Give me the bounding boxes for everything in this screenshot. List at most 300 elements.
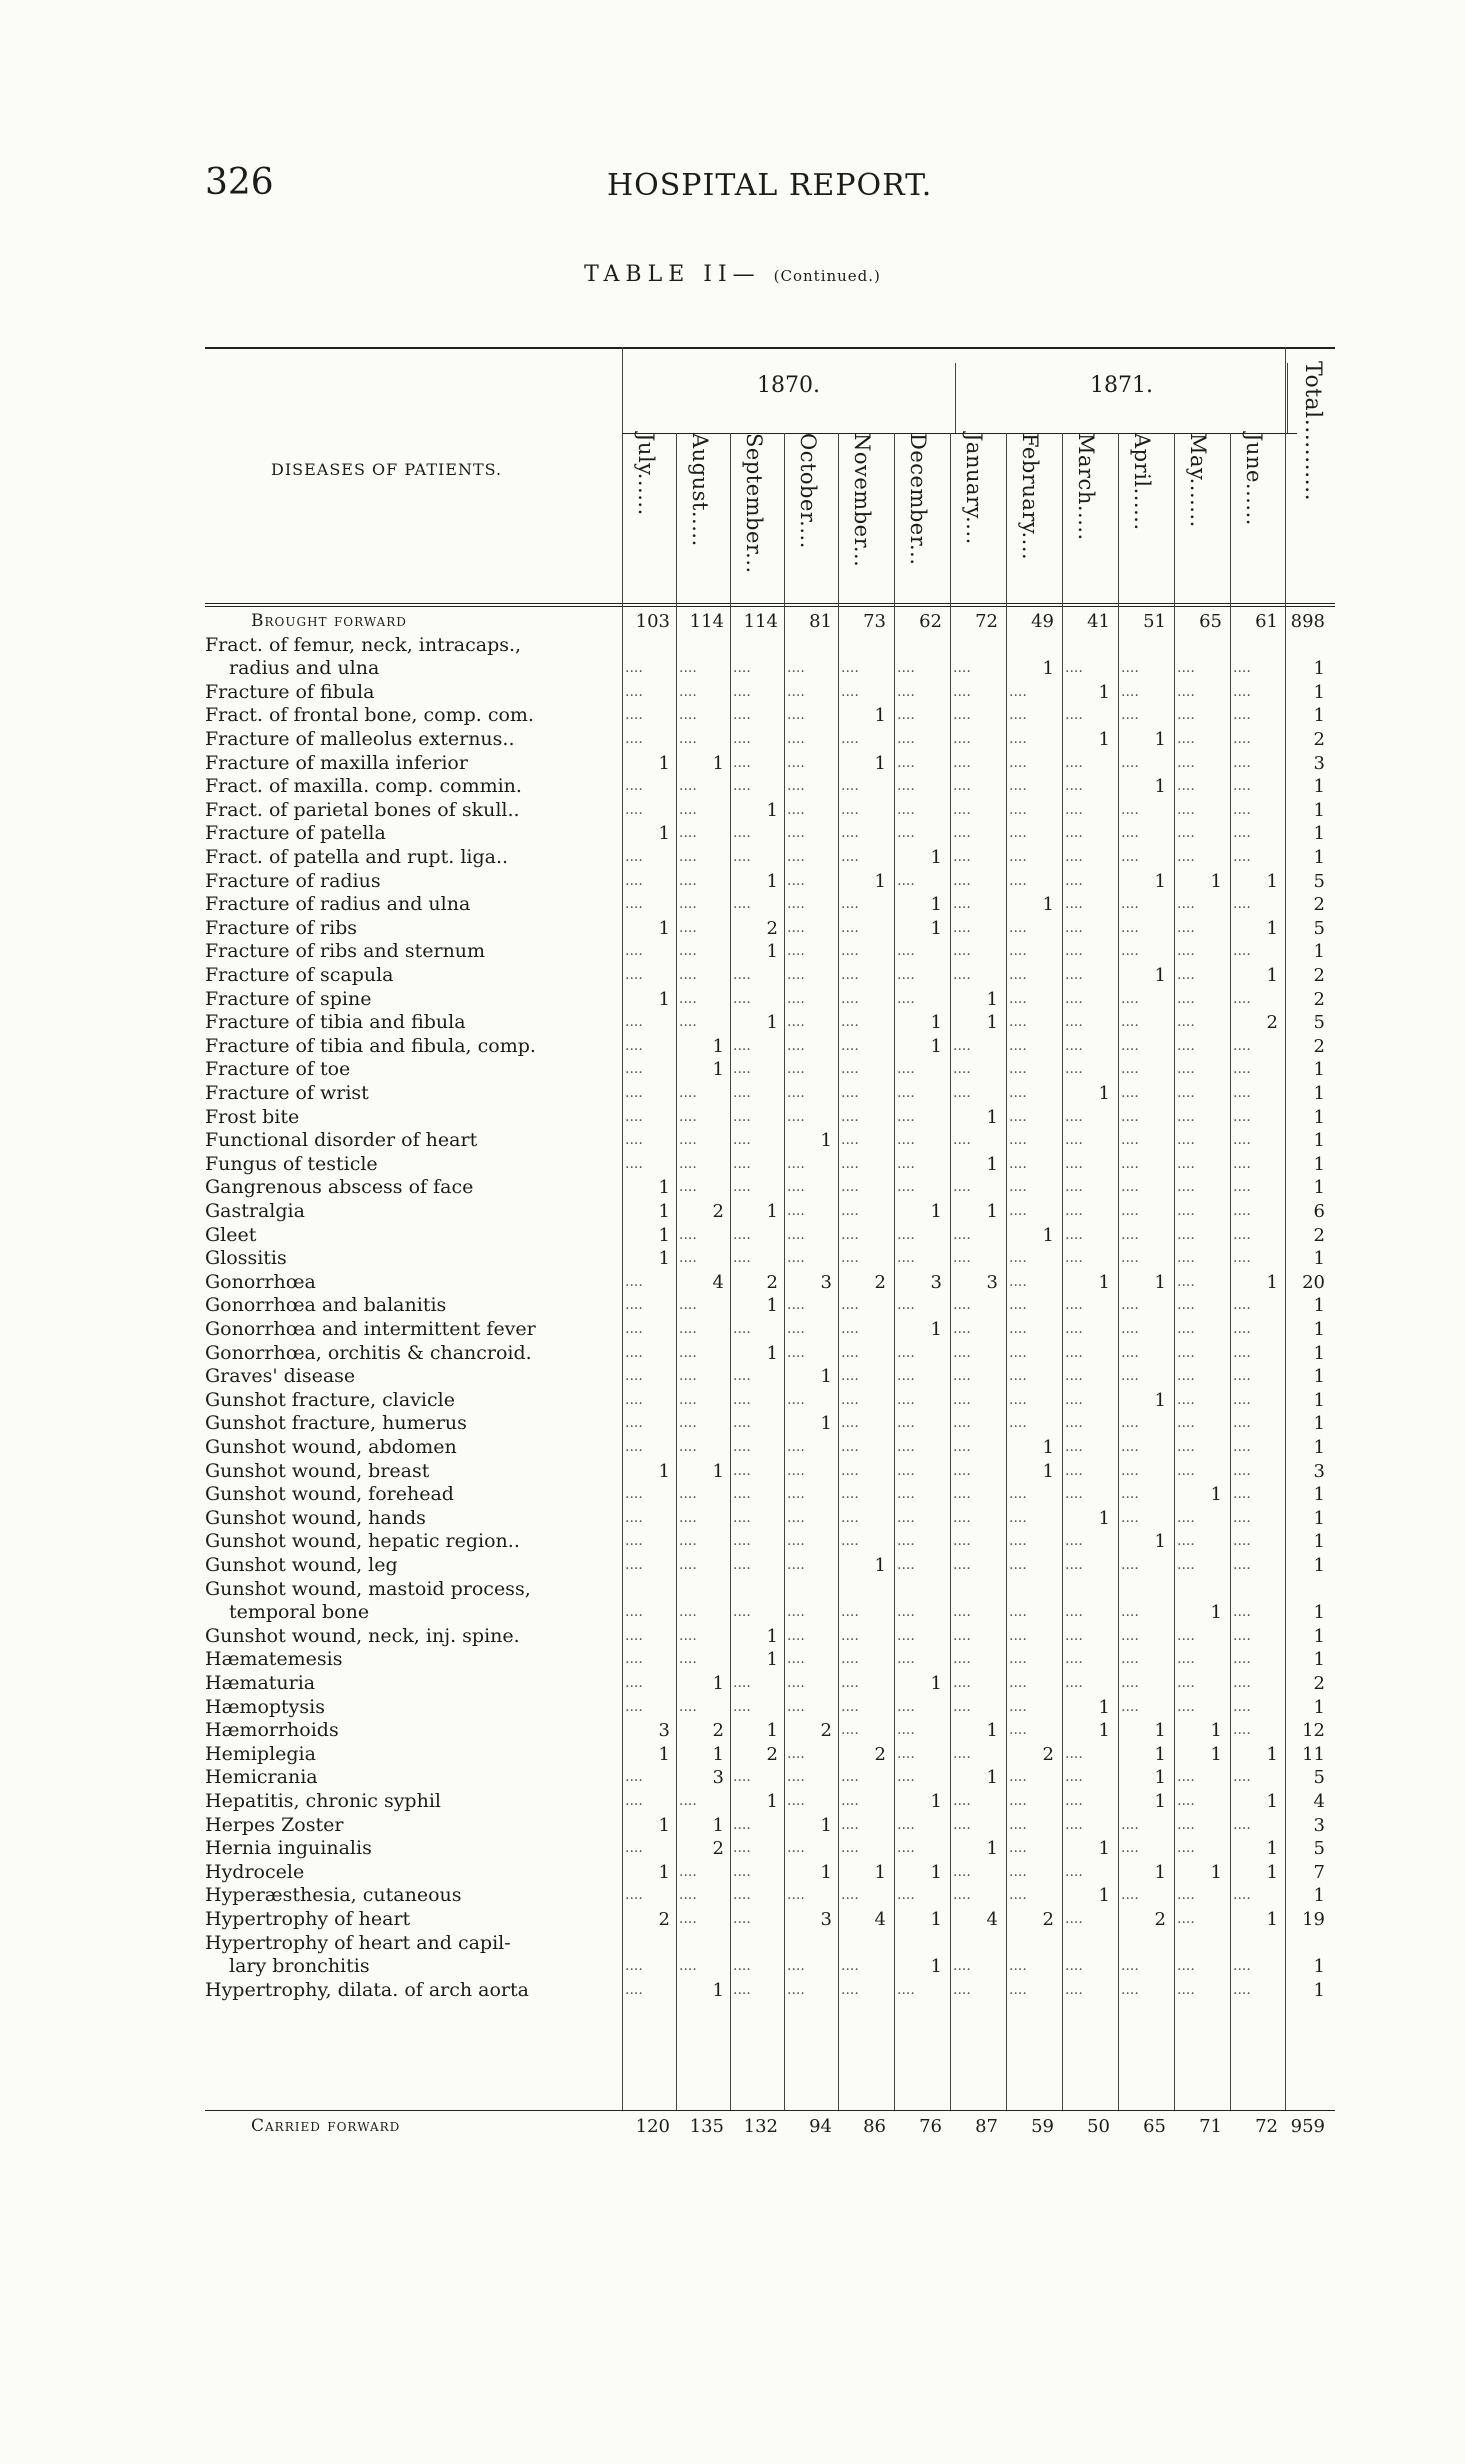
empty-cell-leader: .... [1177, 1675, 1195, 1691]
empty-cell-leader: .... [1177, 896, 1195, 913]
empty-cell-leader: .... [953, 1533, 971, 1550]
table-row [205, 1130, 1335, 1151]
row-total: 19 [1302, 1909, 1325, 1930]
empty-cell-leader: .... [787, 778, 805, 795]
empty-cell-leader: .... [1121, 1321, 1139, 1337]
table-row [205, 635, 1335, 656]
month-count: 2 [874, 1743, 886, 1765]
empty-cell-leader: .... [1177, 943, 1195, 960]
empty-cell-leader: .... [1009, 754, 1027, 771]
column-line [622, 347, 623, 2110]
month-count: 50 [1087, 2116, 1110, 2137]
empty-cell-leader: .... [897, 1391, 915, 1408]
empty-cell-leader: .... [1177, 1769, 1195, 1786]
empty-cell-leader: .... [1177, 1462, 1195, 1479]
empty-cell-leader: .... [787, 1250, 805, 1267]
empty-cell-leader: .... [897, 1226, 915, 1243]
empty-cell-leader: .... [1121, 1651, 1139, 1668]
empty-cell-leader: .... [1009, 1132, 1027, 1149]
empty-cell-leader: .... [953, 1085, 971, 1101]
empty-cell-leader: .... [1065, 1250, 1083, 1267]
empty-cell-leader: .... [1009, 707, 1027, 724]
empty-cell-leader: .... [787, 1391, 805, 1408]
empty-cell-leader: .... [1009, 1604, 1027, 1621]
empty-cell-leader: .... [625, 1368, 643, 1385]
empty-cell-leader: .... [841, 1887, 859, 1904]
disease-name: Functional disorder of heart [205, 1130, 478, 1152]
month-count: 51 [1143, 611, 1166, 632]
empty-cell-leader: .... [679, 1911, 697, 1927]
empty-cell-leader: .... [625, 1793, 643, 1809]
empty-cell-leader: .... [787, 1321, 805, 1337]
empty-cell-leader: .... [625, 1675, 643, 1691]
month-count: 132 [743, 2116, 778, 2137]
empty-cell-leader: .... [1065, 1368, 1083, 1385]
table-row [205, 1626, 1335, 1647]
empty-cell-leader: .... [787, 896, 805, 913]
empty-cell-leader: .... [1233, 1061, 1251, 1078]
table-title-main: TABLE II— [584, 262, 761, 287]
empty-cell-leader: .... [787, 1604, 805, 1621]
empty-cell-leader: .... [841, 943, 859, 960]
table-row [205, 894, 1335, 915]
empty-cell-leader: .... [897, 1368, 915, 1385]
empty-cell-leader: .... [1233, 1226, 1251, 1243]
empty-cell-leader: .... [1065, 1179, 1083, 1196]
row-total: 1 [1313, 1956, 1325, 1978]
row-total: 1 [1313, 1248, 1325, 1270]
empty-cell-leader: .... [841, 1391, 859, 1408]
empty-cell-leader: .... [679, 1297, 697, 1314]
month-count: 1 [874, 1555, 886, 1576]
month-count: 2 [712, 1720, 724, 1742]
table-row [205, 1909, 1335, 1930]
empty-cell-leader: .... [733, 849, 751, 865]
empty-cell-leader: .... [841, 1037, 859, 1054]
month-count: 72 [1255, 2116, 1278, 2137]
empty-cell-leader: .... [897, 1840, 915, 1857]
empty-cell-leader: .... [625, 1627, 643, 1644]
column-line [784, 433, 785, 2110]
empty-cell-leader: .... [1177, 1887, 1195, 1904]
empty-cell-leader: .... [953, 1863, 971, 1880]
empty-cell-leader: .... [1121, 1462, 1139, 1479]
month-count: 1 [766, 799, 778, 821]
row-total: 5 [1313, 870, 1325, 892]
empty-cell-leader: .... [733, 1981, 751, 1998]
month-count: 1 [1154, 1720, 1166, 1742]
disease-name: Hypertrophy, dilata. of arch aorta [205, 1979, 529, 2001]
empty-cell-leader: .... [1121, 825, 1139, 842]
empty-cell-leader: .... [679, 1627, 697, 1644]
month-count: 1 [766, 1649, 778, 1671]
empty-cell-leader: .... [1009, 1061, 1027, 1078]
empty-cell-leader: .... [1009, 801, 1027, 818]
empty-cell-leader: .... [1177, 1958, 1195, 1975]
empty-cell-leader: .... [679, 1085, 697, 1101]
empty-cell-leader: .... [1233, 1627, 1251, 1644]
month-count: 1 [658, 823, 670, 845]
empty-cell-leader: .... [897, 1627, 915, 1644]
empty-cell-leader: .... [787, 1486, 805, 1503]
row-total: 1 [1313, 1625, 1325, 1647]
empty-cell-leader: .... [1009, 825, 1027, 842]
empty-cell-leader: .... [897, 1462, 915, 1479]
month-count: 1 [1210, 1743, 1222, 1765]
empty-cell-leader: .... [1177, 1250, 1195, 1267]
column-line [950, 433, 951, 2110]
empty-cell-leader: .... [733, 1085, 751, 1101]
empty-cell-leader: .... [1121, 1557, 1139, 1573]
empty-cell-leader: .... [1177, 1557, 1195, 1573]
month-count: 3 [820, 1271, 832, 1293]
disease-name: Fracture of spine [205, 988, 372, 1010]
empty-cell-leader: .... [1009, 1958, 1027, 1975]
empty-cell-leader: .... [1233, 825, 1251, 842]
empty-cell-leader: .... [1065, 896, 1083, 913]
empty-cell-leader: .... [1121, 1415, 1139, 1432]
disease-name: Frost bite [205, 1106, 300, 1128]
row-total: 1 [1313, 1531, 1325, 1553]
disease-name: Fracture of tibia and fibula, comp. [205, 1035, 536, 1057]
month-count: 114 [689, 611, 724, 632]
empty-cell-leader: .... [953, 778, 971, 795]
empty-cell-leader: .... [1065, 943, 1083, 960]
empty-cell-leader: .... [787, 754, 805, 771]
month-count: 1 [1098, 1507, 1110, 1529]
empty-cell-leader: .... [897, 1061, 915, 1078]
empty-cell-leader: .... [787, 1793, 805, 1809]
table-row [205, 1437, 1335, 1458]
empty-cell-leader: .... [953, 1557, 971, 1573]
empty-cell-leader: .... [953, 1415, 971, 1432]
month-count: 1 [1210, 1861, 1222, 1883]
empty-cell-leader: .... [1065, 1793, 1083, 1809]
empty-cell-leader: .... [787, 1203, 805, 1219]
row-total: 1 [1313, 1389, 1325, 1411]
empty-cell-leader: .... [1009, 1840, 1027, 1857]
empty-cell-leader: .... [679, 1651, 697, 1668]
empty-cell-leader: .... [953, 1439, 971, 1455]
empty-cell-leader: .... [841, 896, 859, 913]
empty-cell-leader: .... [1233, 731, 1251, 747]
row-total: 1 [1313, 681, 1325, 703]
empty-cell-leader: .... [1065, 1061, 1083, 1078]
month-header [838, 433, 886, 633]
disease-table [205, 347, 1335, 2137]
empty-cell-leader: .... [1233, 1981, 1251, 1998]
empty-cell-leader: .... [953, 1368, 971, 1385]
month-count: 1 [658, 1248, 670, 1270]
month-header [784, 433, 832, 633]
row-total: 4 [1313, 1791, 1325, 1812]
month-count: 2 [712, 1201, 724, 1222]
empty-cell-leader: .... [1065, 1675, 1083, 1691]
empty-cell-leader: .... [625, 896, 643, 913]
empty-cell-leader: .... [841, 1368, 859, 1385]
empty-cell-leader: .... [841, 1816, 859, 1833]
table-row [205, 1862, 1335, 1883]
empty-cell-leader: .... [1065, 778, 1083, 795]
month-count: 1 [1154, 1791, 1166, 1812]
month-count: 41 [1087, 611, 1110, 632]
month-label: November... [850, 433, 874, 568]
month-count: 1 [930, 1909, 942, 1930]
empty-cell-leader: .... [897, 1651, 915, 1668]
month-count: 1 [986, 1153, 998, 1175]
empty-cell-leader: .... [733, 896, 751, 913]
month-count: 1 [1154, 1389, 1166, 1411]
empty-cell-leader: .... [1065, 1981, 1083, 1998]
empty-cell-leader: .... [953, 1698, 971, 1715]
disease-name: Gunshot wound, hepatic region.. [205, 1531, 520, 1553]
empty-cell-leader: .... [1121, 919, 1139, 936]
empty-cell-leader: .... [1177, 919, 1195, 936]
empty-cell-leader: .... [1121, 1840, 1139, 1857]
table-row [205, 1579, 1335, 1600]
empty-cell-leader: .... [897, 1698, 915, 1715]
empty-cell-leader: .... [897, 1745, 915, 1762]
empty-cell-leader: .... [679, 1014, 697, 1031]
month-count: 1 [930, 1201, 942, 1222]
disease-name: Carried forward [251, 2116, 401, 2136]
empty-cell-leader: .... [897, 1486, 915, 1503]
empty-cell-leader: .... [625, 801, 643, 818]
empty-cell-leader: .... [679, 1415, 697, 1432]
empty-cell-leader: .... [1233, 1344, 1251, 1361]
empty-cell-leader: .... [1121, 990, 1139, 1007]
empty-cell-leader: .... [625, 1391, 643, 1408]
empty-cell-leader: .... [733, 1816, 751, 1833]
month-count: 2 [1154, 1909, 1166, 1930]
month-count: 1 [930, 1956, 942, 1978]
empty-cell-leader: .... [1233, 1439, 1251, 1455]
empty-cell-leader: .... [1177, 1344, 1195, 1361]
empty-cell-leader: .... [953, 754, 971, 771]
empty-cell-leader: .... [679, 731, 697, 747]
empty-cell-leader: .... [953, 1793, 971, 1809]
table-row [205, 1461, 1335, 1482]
month-header [1006, 433, 1054, 633]
disease-name: Gunshot fracture, humerus [205, 1413, 467, 1435]
month-count: 1 [1266, 965, 1278, 986]
month-count: 72 [975, 611, 998, 632]
month-count: 3 [712, 1767, 724, 1789]
row-total: 3 [1313, 1460, 1325, 1482]
empty-cell-leader: .... [679, 896, 697, 913]
empty-cell-leader: .... [679, 1321, 697, 1337]
row-total: 1 [1313, 705, 1325, 727]
disease-name: Fract. of patella and rupt. liga.. [205, 847, 509, 868]
month-header [1174, 433, 1222, 633]
row-total: 3 [1313, 1814, 1325, 1836]
month-count: 65 [1199, 611, 1222, 632]
empty-cell-leader: .... [679, 1604, 697, 1621]
empty-cell-leader: .... [1177, 1391, 1195, 1408]
empty-cell-leader: .... [1121, 801, 1139, 818]
empty-cell-leader: .... [787, 683, 805, 700]
empty-cell-leader: .... [1233, 778, 1251, 795]
empty-cell-leader: .... [897, 778, 915, 795]
empty-cell-leader: .... [1121, 1887, 1139, 1904]
row-total: 2 [1313, 965, 1325, 986]
month-count: 1 [1098, 1696, 1110, 1718]
month-count: 1 [712, 1743, 724, 1765]
empty-cell-leader: .... [841, 1981, 859, 1998]
empty-cell-leader: .... [897, 1981, 915, 1998]
empty-cell-leader: .... [1065, 1557, 1083, 1573]
empty-cell-leader: .... [1233, 1085, 1251, 1101]
month-count: 1 [766, 1295, 778, 1317]
empty-cell-leader: .... [733, 731, 751, 747]
empty-cell-leader: .... [625, 943, 643, 960]
empty-cell-leader: .... [1065, 1132, 1083, 1149]
empty-cell-leader: .... [625, 1085, 643, 1101]
year-1870: 1870. [757, 373, 820, 398]
table-row [205, 1791, 1335, 1812]
empty-cell-leader: .... [1065, 872, 1083, 889]
table-row [205, 1012, 1335, 1033]
empty-cell-leader: .... [1121, 849, 1139, 865]
empty-cell-leader: .... [787, 849, 805, 865]
empty-cell-leader: .... [625, 1439, 643, 1455]
empty-cell-leader: .... [1009, 1557, 1027, 1573]
empty-cell-leader: .... [841, 825, 859, 842]
empty-cell-leader: .... [897, 1415, 915, 1432]
month-count: 49 [1031, 611, 1054, 632]
table-row [205, 611, 1335, 632]
empty-cell-leader: .... [1233, 943, 1251, 960]
month-count: 2 [766, 917, 778, 939]
month-count: 1 [930, 847, 942, 868]
empty-cell-leader: .... [1009, 872, 1027, 889]
empty-cell-leader: .... [953, 1391, 971, 1408]
empty-cell-leader: .... [679, 1226, 697, 1243]
month-count: 1 [1154, 1743, 1166, 1765]
empty-cell-leader: .... [1065, 1344, 1083, 1361]
month-count: 1 [1154, 870, 1166, 892]
empty-cell-leader: .... [1065, 849, 1083, 865]
disease-name: Hypertrophy of heart [205, 1909, 411, 1930]
empty-cell-leader: .... [841, 1769, 859, 1786]
row-total: 2 [1313, 988, 1325, 1010]
empty-cell-leader: .... [841, 1155, 859, 1172]
empty-cell-leader: .... [897, 683, 915, 700]
month-count: 120 [635, 2116, 670, 2137]
empty-cell-leader: .... [897, 872, 915, 889]
disease-name: Graves' disease [205, 1366, 356, 1388]
empty-cell-leader: .... [787, 1509, 805, 1526]
empty-cell-leader: .... [1121, 1439, 1139, 1455]
empty-cell-leader: .... [953, 1462, 971, 1479]
month-count: 2 [1042, 1909, 1054, 1930]
month-count: 1 [766, 1201, 778, 1222]
month-label: October.... [796, 433, 820, 549]
empty-cell-leader: .... [1177, 707, 1195, 724]
empty-cell-leader: .... [1121, 1981, 1139, 1998]
disease-name: Glossitis [205, 1248, 287, 1270]
table-row [205, 1555, 1335, 1576]
empty-cell-leader: .... [897, 1816, 915, 1833]
month-count: 1 [1098, 1083, 1110, 1104]
empty-cell-leader: .... [679, 1155, 697, 1172]
disease-name: Fract. of femur, neck, intracaps., [205, 634, 522, 656]
empty-cell-leader: .... [953, 683, 971, 700]
disease-name: lary bronchitis [229, 1956, 370, 1978]
empty-cell-leader: .... [897, 660, 915, 677]
disease-name: radius and ulna [229, 658, 380, 680]
empty-cell-leader: .... [625, 1273, 643, 1290]
month-count: 1 [766, 1791, 778, 1812]
month-header [1230, 433, 1278, 633]
empty-cell-leader: .... [787, 1014, 805, 1031]
empty-cell-leader: .... [841, 1344, 859, 1361]
table-title-continued: (Continued.) [773, 267, 881, 285]
empty-cell-leader: .... [625, 849, 643, 865]
empty-cell-leader: .... [733, 825, 751, 842]
month-count: 1 [712, 1035, 724, 1057]
empty-cell-leader: .... [1233, 1887, 1251, 1904]
disease-name: Gonorrhœa and intermittent fever [205, 1319, 536, 1340]
empty-cell-leader: .... [1177, 1297, 1195, 1314]
empty-cell-leader: .... [787, 1439, 805, 1455]
table-row [205, 1767, 1335, 1788]
footer-rule [205, 2110, 1335, 2111]
empty-cell-leader: .... [1233, 1391, 1251, 1408]
empty-cell-leader: .... [1177, 1061, 1195, 1078]
empty-cell-leader: .... [1009, 1698, 1027, 1715]
empty-cell-leader: .... [953, 1651, 971, 1668]
empty-cell-leader: .... [1233, 754, 1251, 771]
disease-name: Gunshot wound, neck, inj. spine. [205, 1625, 520, 1647]
month-count: 86 [863, 2116, 886, 2137]
month-count: 1 [1266, 1909, 1278, 1930]
empty-cell-leader: .... [1009, 1533, 1027, 1550]
empty-cell-leader: .... [679, 1887, 697, 1904]
month-count: 1 [766, 870, 778, 892]
empty-cell-leader: .... [1009, 1816, 1027, 1833]
empty-cell-leader: .... [897, 801, 915, 818]
month-header [1062, 433, 1110, 633]
empty-cell-leader: .... [1065, 1769, 1083, 1786]
empty-cell-leader: .... [1009, 1627, 1027, 1644]
empty-cell-leader: .... [1121, 1297, 1139, 1314]
row-total: 1 [1313, 1885, 1325, 1907]
empty-cell-leader: .... [841, 1226, 859, 1243]
empty-cell-leader: .... [733, 1108, 751, 1125]
month-count: 1 [766, 1342, 778, 1364]
month-header [622, 433, 670, 633]
month-count: 1 [1266, 1791, 1278, 1812]
table-row [205, 1602, 1335, 1623]
month-count: 1 [712, 752, 724, 774]
table-row [205, 1720, 1335, 1741]
month-count: 1 [930, 917, 942, 939]
month-count: 1 [1154, 1531, 1166, 1553]
empty-cell-leader: .... [679, 919, 697, 936]
row-total: 1 [1313, 941, 1325, 963]
empty-cell-leader: .... [1009, 1509, 1027, 1526]
empty-cell-leader: .... [733, 1557, 751, 1573]
disease-name: Hæmoptysis [205, 1696, 325, 1718]
table-row [205, 1343, 1335, 1364]
empty-cell-leader: .... [953, 1061, 971, 1078]
empty-cell-leader: .... [1233, 1037, 1251, 1054]
month-count: 3 [658, 1720, 670, 1742]
empty-cell-leader: .... [787, 1179, 805, 1196]
disease-name: Fungus of testicle [205, 1153, 378, 1175]
empty-cell-leader: .... [1065, 1014, 1083, 1031]
